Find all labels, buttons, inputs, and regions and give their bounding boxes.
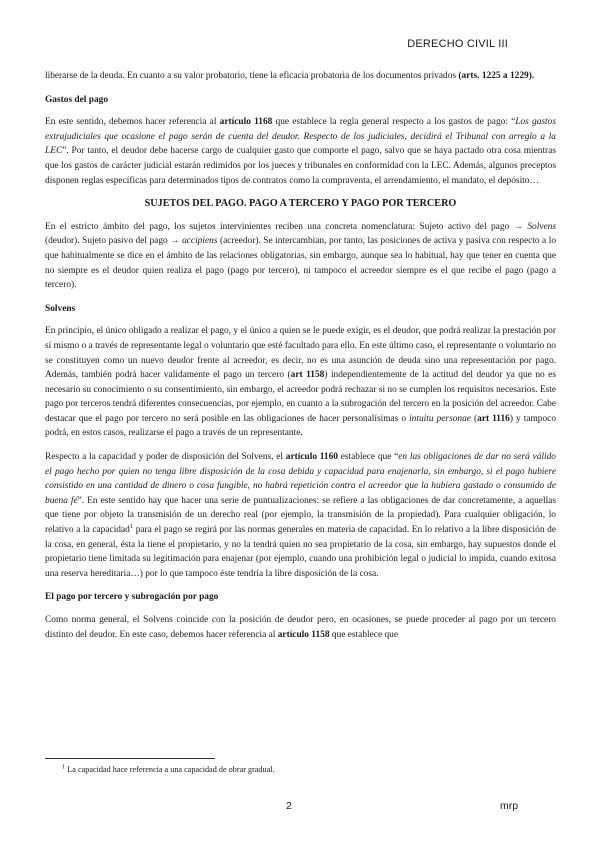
article-reference: artículo 1160 <box>285 452 338 463</box>
section-heading-sujetos: SUJETOS DEL PAGO. PAGO A TERCERO Y PAGO POR TERCERO <box>144 198 457 210</box>
footnote: $^1$ La capacidad hace referencia a una capacidad de obrar gradual. <box>62 763 275 774</box>
term-solvens: Solvens <box>527 221 556 232</box>
intro-paragraph: liberarse de la deuda. En cuanto a su valor probatorio, tiene la eficacia probatoria de los documentos privados (arts. 1225 a 1229). <box>45 71 535 81</box>
section-heading-subrogacion: El pago por tercero y subrogación por pago <box>45 592 219 603</box>
author-initials: mrp <box>500 800 519 812</box>
sujetos-paragraph: En el estricto ámbito del pago, los sujetos intervinientes reciben una concreta nomenclatura: Sujeto activo del pago → Solvens (deudor). Sujeto pasivo del pago → accipiens (acreedor). Se intercambian, por tanto, las posiciones de activa y pasiva con respecto a lo que habitualmente se dice en el ámbito de las relaciones obligatorias, sin embargo, aunque sea lo habitual, hay que tener en cuenta que no siempre es el deudor quien realiza el pago (pago por tercero), ni tampoco el acreedor siempre es el que recibe el pago (pago a tercero). <box>45 221 557 291</box>
article-reference: artículo 1158 <box>277 629 330 640</box>
subrogacion-paragraph: Como norma general, el Solvens coincide con la posición de deudor pero, en ocasiones, se puede proceder al pago por un tercero distinto del deudor. En este caso, debemos hacer referencia al artículo 1158 que establece que <box>45 615 556 640</box>
running-header: DERECHO CIVIL III <box>407 38 508 50</box>
solvens-paragraph-2: Respecto a la capacidad y poder de disposición del Solvens, el artículo 1160 establece que “en las obligaciones de dar no será válido el pago hecho por quien no tenga libre disposición de la cosa debida y capacidad para enajenarla, sin embargo, si el pago hubiere consistido en una cantidad de dinero o cosa fungible, no habrá repetición contra el acreedor que la hubiera gastado o consumido de buena fé”. En este sentido hay que hacer una serie de puntualizaciones: se refiere a las obligaciones de dar concretamente, a aquellas que tiene por objeto la transmisión de un derecho real (por ejemplo, la transmisión de la propiedad). Para cualquier obligación, lo relativo a la capacidad$^1$ para el pago se regirá por las normas generales en materia de capacidad. En lo relativo a la libre disposición de la cosa, en general, ésta la tiene el propietario, y no la tendrá quien no sea propietario de la cosa, sin embargo, hay supuestos donde el propietario tiene limitada su legitimación para enajenar (por ejemplo, cuando una prohibición legal o judicial lo impida, cuando exitosa una reserva hereditaria…) por lo que tampoco éste tendría la libre disposición de la cosa. <box>45 452 556 579</box>
article-reference: (arts. 1225 a 1229). <box>458 71 535 81</box>
term-accipiens: accipiens <box>182 236 218 247</box>
section-heading-solvens: Solvens <box>45 303 76 314</box>
latin-term: intuitu personae <box>409 413 471 424</box>
legal-quote: en las obligaciones de dar no será válido el pago hecho por quien no tenga libre disposición de la cosa debida y capacidad para enajenarla, sin embargo, si el pago hubiere consistido en una cantidad de dinero o cosa fungible, no habrá repetición contra el acreedor que la hubiera gastado o consumido de buena fé <box>45 452 556 506</box>
footnote-divider <box>45 758 215 759</box>
article-reference: artículo 1168 <box>219 117 273 128</box>
article-reference: art 1116 <box>477 413 510 424</box>
footnote-marker[interactable]: 1 <box>129 522 134 530</box>
article-reference: art 1158 <box>290 370 325 381</box>
gastos-paragraph: En este sentido, debemos hacer referencia al artículo 1168 que establece la regla general respecto a los gastos de pago: “Los gastos extrajudiciales que ocasione el pago serán de cuenta del deudor. Respecto de los judiciales, decidirá el Tribunal con arreglo a la LEC”. Por tanto, el deudor debe hacerse cargo de cualquier gasto que comporte el pago, salvo que se haya pactado otra cosa mientras que los gastos de carácter judicial estarán redimidos por los jueces y tribunales en conformidad con la LEC. Además, algunos preceptos disponen reglas específicas para determinados tipos de contratos como la compraventa, el arrendamiento, el mandato, el depósito… <box>45 117 556 186</box>
footnote-number: 1 <box>62 763 66 771</box>
document-body <box>45 69 556 651</box>
page-number: 2 <box>286 800 292 812</box>
legal-quote: Los gastos extrajudiciales que ocasione el pago serán de cuenta del deudor. Respecto de los judiciales, decidirá el Tribunal con arreglo a la LEC <box>45 117 556 157</box>
section-heading-gastos: Gastos del pago <box>45 94 109 105</box>
solvens-paragraph-1: En principio, el único obligado a realizar el pago, y el único a quien se le puede exigir, es el deudor, que podrá realizar la prestación por sí mismo o a través de representante legal o voluntario que esté facultado para ello. En este último caso, el representante o voluntario no se constituyen como un nuevo deudor frente al acreedor, es decir, no es una asunción de deuda sino una representación por pago. Además, también podrá hacer validamente el pago un tercero (art 1158) independientemente de la actitud del deudor ya que no es necesario su conocimiento o su consentimiento, sin embargo, el acreedor podrá rechazar si no se cumplen los requisitos necesarios. Este pago por terceros tendrá diferentes consecuencias, por ejemplo, en cuanto a la subrogación del tercero en la posición del acreedor. Cabe destacar que el pago por tercero no será posible en las obligaciones de hacer personalísimas o intuitu personae (art 1116) y tampoco podrá, en estos casos, realizarse el pago a través de un representante. <box>45 326 557 439</box>
